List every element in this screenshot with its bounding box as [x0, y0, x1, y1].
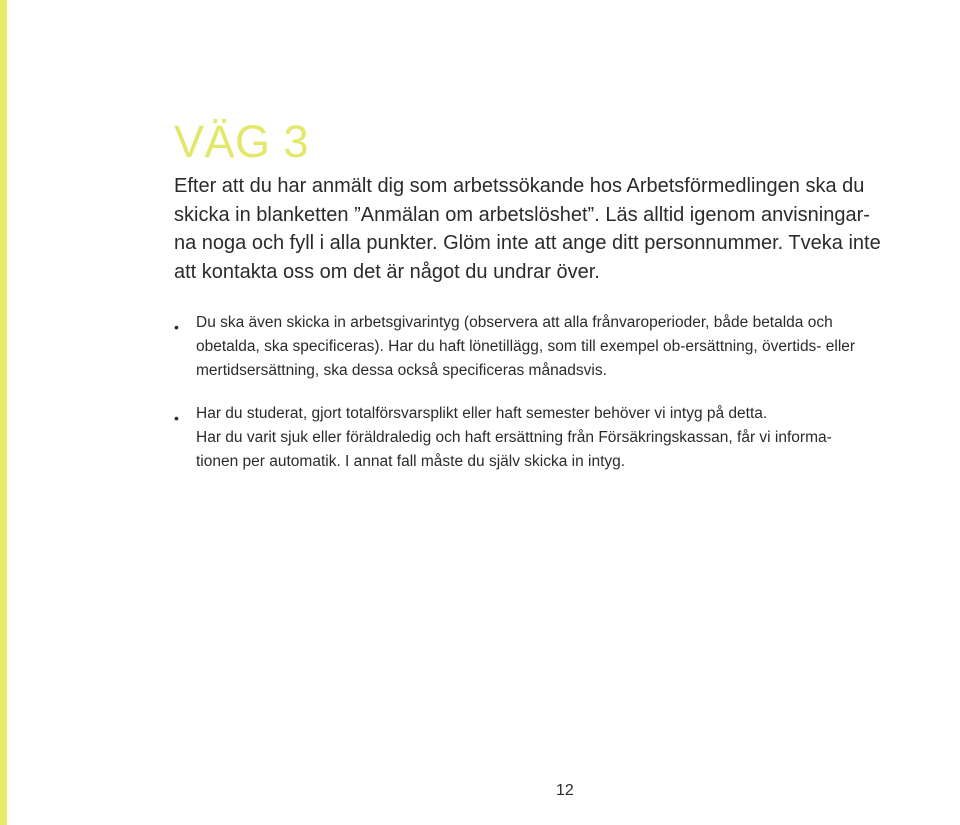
bullet-line: Du ska även skicka in arbetsgivarintyg (observera att alla frånvaroperioder, både betalda och — [196, 314, 833, 331]
intro-line: na noga och fyll i alla punkter. Glöm inte att ange ditt personnummer. Tveka inte — [174, 232, 881, 254]
page-number: 12 — [556, 782, 574, 799]
bullet-line: Har du varit sjuk eller föräldraledig och haft ersättning från Försäkringskassan, får vi informa- — [196, 429, 832, 446]
intro-line: skicka in blanketten ”Anmälan om arbetslöshet”. Läs alltid igenom anvisningar- — [174, 203, 870, 226]
bullet-list — [174, 311, 960, 493]
bullet-item-employer-certificate — [174, 311, 960, 383]
bullet-line: Har du studerat, gjort totalförsvarsplikt eller haft semester behöver vi intyg på detta. — [196, 405, 768, 422]
bullet-line: mertidsersättning, ska dessa också specificeras månadsvis. — [196, 362, 607, 379]
intro-paragraph — [174, 172, 960, 286]
bullet-line: obetalda, ska specificeras). Har du haft lönetillägg, som till exempel ob-ersättning, övertids- eller — [196, 338, 856, 355]
bullet-icon: • — [174, 410, 179, 426]
intro-line: Efter att du har anmält dig som arbetssökande hos Arbetsförmedlingen ska du — [174, 175, 865, 197]
bullet-icon: • — [174, 319, 179, 335]
page-title: VÄG 3 — [174, 116, 310, 167]
accent-bar — [0, 0, 7, 825]
bullet-line: tionen per automatik. I annat fall måste du själv skicka in intyg. — [196, 453, 626, 470]
bullet-item-studies-certificate — [174, 402, 960, 474]
intro-line: att kontakta oss om det är något du undrar över. — [174, 260, 600, 283]
